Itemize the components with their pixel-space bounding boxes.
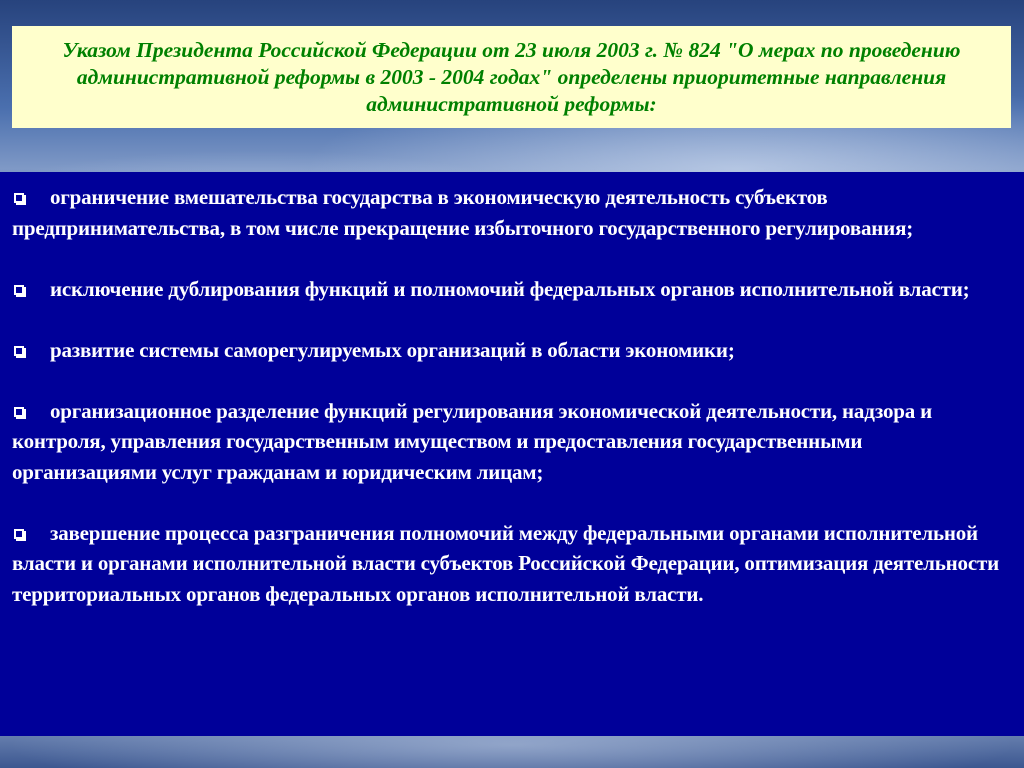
content-box xyxy=(0,172,1024,736)
list-item-text: ограничение вмешательства государства в экономическую деятельность субъектов предпринимательства, в том числе прекращение избыточного государственного регулирования; xyxy=(12,185,914,240)
list-item-text: организационное разделение функций регулирования экономической деятельности, надзора и контроля, управления государственным имуществом и предоставления государственными организациями услуг гражданам и юридическим лицам; xyxy=(12,398,933,484)
list-item-text: исключение дублирования функций и полномочий федеральных органов исполнительной власти; xyxy=(50,276,970,301)
hollow-square-bullet-icon xyxy=(14,407,24,417)
list-item xyxy=(12,396,1010,488)
list-item xyxy=(12,182,1010,243)
hollow-square-bullet-icon xyxy=(14,193,24,203)
hollow-square-bullet-icon xyxy=(14,346,24,356)
list-item-text: развитие системы саморегулируемых организаций в области экономики; xyxy=(50,337,735,362)
list-item xyxy=(12,335,1010,366)
hollow-square-bullet-icon xyxy=(14,285,24,295)
hollow-square-bullet-icon xyxy=(14,529,24,539)
list-item xyxy=(12,518,1010,610)
title-box xyxy=(12,26,1011,128)
list-item-text: завершение процесса разграничения полномочий между федеральными органами исполнительной власти и органами исполнительной власти субъектов Российской Федерации, оптимизация деятельности территориальных органов федеральных органов исполнительной власти. xyxy=(12,520,999,606)
slide-title: Указом Президента Российской Федерации от 23 июля 2003 г. № 824 "О мерах по проведению административной реформы в 2003 - 2004 годах" определены приоритетные направления административной реформы: xyxy=(62,37,961,116)
list-item xyxy=(12,274,1010,305)
priority-list xyxy=(12,182,1010,609)
